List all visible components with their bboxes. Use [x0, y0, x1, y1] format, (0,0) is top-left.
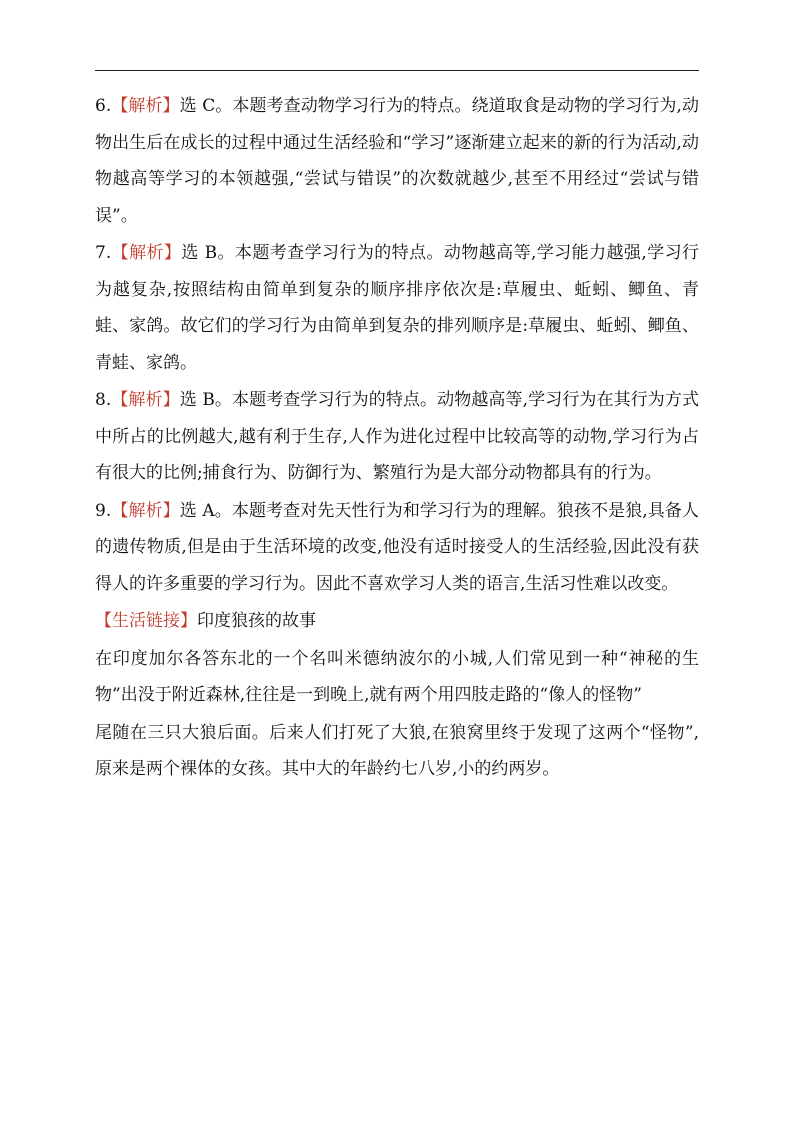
story-paragraph-2: 尾随在三只大狼后面。后来人们打死了大狼,在狼窝里终于发现了这两个“怪物”,原来是两个裸体的女孩。其中大的年龄约七八岁,小的约两岁。: [95, 722, 699, 779]
answer-item-8: [95, 382, 699, 492]
analysis-tag: 【解析】: [111, 96, 180, 116]
answer-item-6: [95, 88, 699, 234]
item-text: 选 B。本题考查学习行为的特点。动物越高等,学习能力越强,学习行为越复杂,按照结构由简单到复杂的顺序排序依次是:草履虫、蚯蚓、鲫鱼、青蛙、家鸽。故它们的学习行为由简单到复杂的排列顺序是:草履虫、蚯蚓、鲫鱼、青蛙、家鸽。: [95, 243, 700, 373]
analysis-tag: 【解析】: [111, 243, 182, 263]
analysis-tag: 【解析】: [111, 390, 180, 410]
item-number: 6.: [95, 96, 112, 116]
analysis-tag: 【解析】: [111, 500, 180, 521]
item-number: 9.: [95, 500, 112, 521]
item-number: 8.: [95, 390, 112, 410]
document-body: [95, 88, 699, 788]
item-text: 选 A。本题考查对先天性行为和学习行为的理解。狼孩不是狼,具备人的遗传物质,但是由于生活环境的改变,他没有适时接受人的生活经验,因此没有获得人的许多重要的学习行为。因此不喜欢学习人类的语言,生活习性难以改变。: [95, 500, 699, 594]
item-number: 7.: [95, 243, 112, 263]
story-paragraph-1: 在印度加尔各答东北的一个名叫米德纳波尔的小城,人们常见到一种“神秘的生物”出没于附近森林,往往是一到晚上,就有两个用四肢走路的“像人的怪物”: [95, 648, 699, 705]
answer-item-7: [95, 235, 699, 381]
header-rule: [95, 70, 699, 71]
life-link-tag: 【生活链接】: [95, 611, 197, 631]
item-text: 选 C。本题考查动物学习行为的特点。绕道取食是动物的学习行为,动物出生后在成长的过程中通过生活经验和“学习”逐渐建立起来的新的行为活动,动物越高等学习的本领越强,“尝试与错误”的次数就越少,甚至不用经过“尝试与错误”。: [95, 96, 699, 226]
life-link-title: 印度狼孩的故事: [197, 611, 316, 631]
item-text: 选 B。本题考查学习行为的特点。动物越高等,学习行为在其行为方式中所占的比例越大,越有利于生存,人作为进化过程中比较高等的动物,学习行为占有很大的比例;捕食行为、防御行为、繁殖行为是大部分动物都具有的行为。: [95, 390, 699, 483]
answer-item-9: [95, 493, 699, 603]
life-link-heading: [95, 603, 699, 640]
